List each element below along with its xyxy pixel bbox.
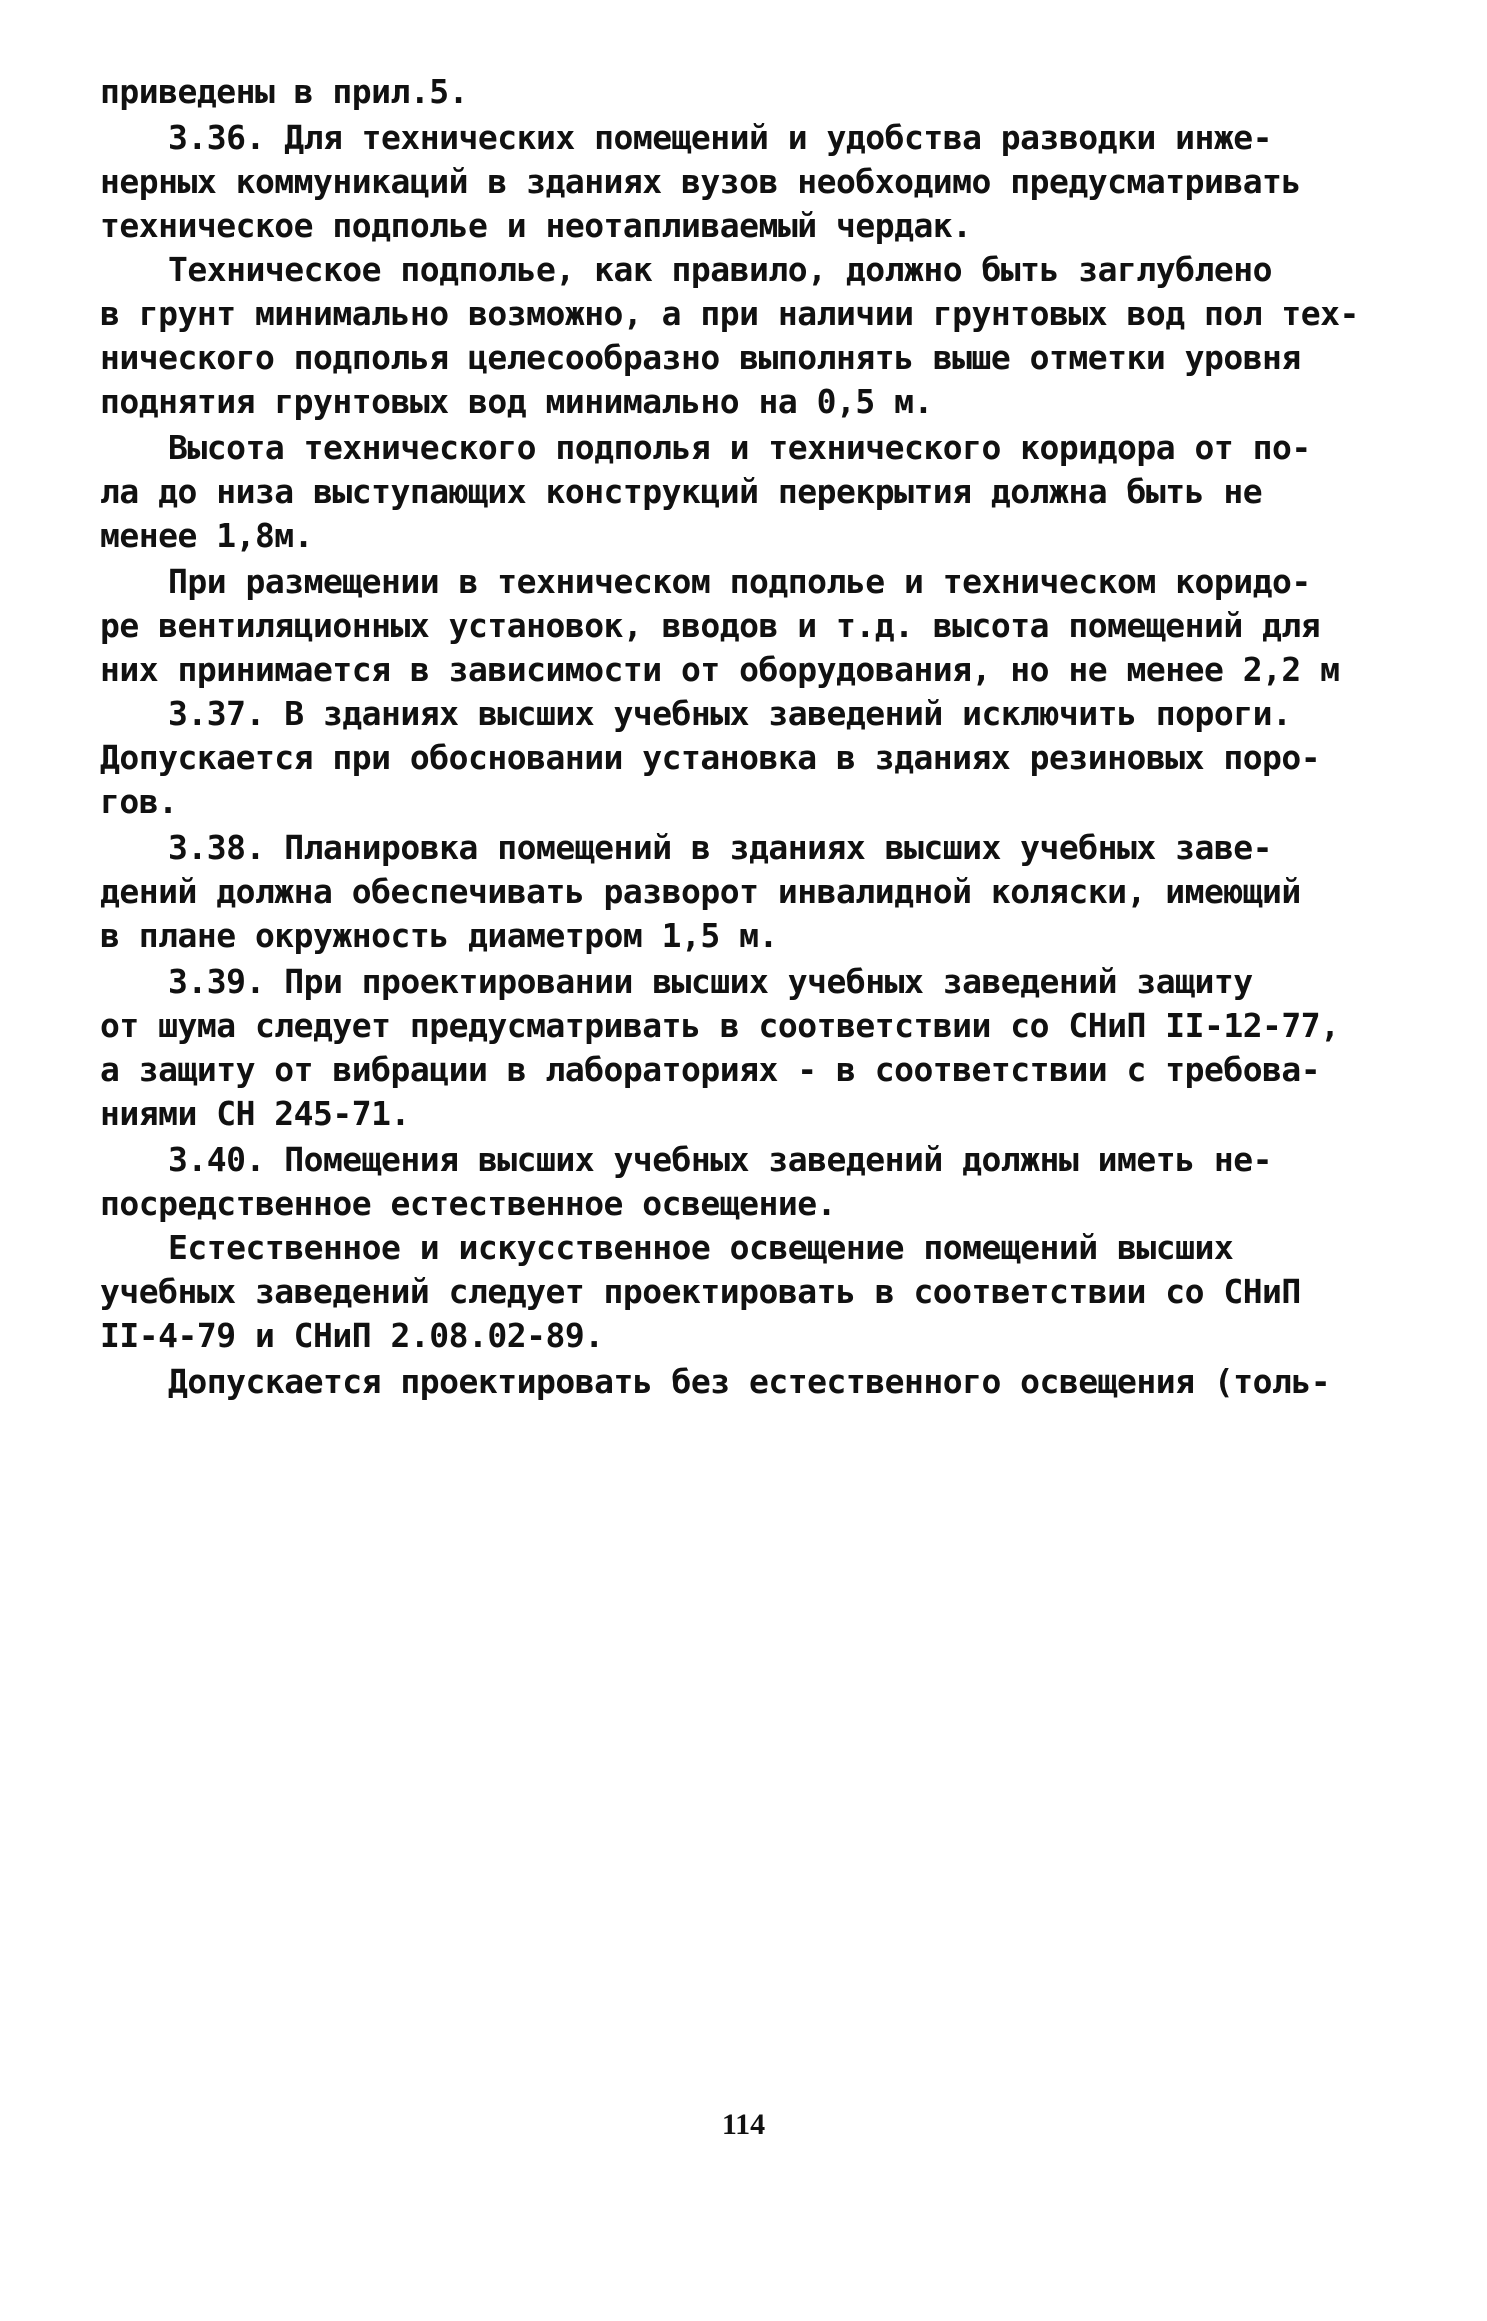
text-line: дений должна обеспечивать разворот инвалидной коляски, имеющий <box>100 872 1301 911</box>
text-line: в грунт минимально возможно, а при наличии грунтовых вод пол тех- <box>100 294 1359 333</box>
text-line: приведены в прил.5. <box>100 72 468 111</box>
text-line: гов. <box>100 782 178 821</box>
text-line: 3.40. Помещения высших учебных заведений должны иметь не- <box>168 1140 1272 1179</box>
text-line: в плане окружность диаметром 1,5 м. <box>100 916 778 955</box>
text-line: ла до низа выступающих конструкций перекрытия должна быть не <box>100 472 1263 511</box>
text-line: II-4-79 и СНиП 2.08.02-89. <box>100 1316 604 1355</box>
text-line: 3.36. Для технических помещений и удобства разводки инже- <box>168 118 1272 157</box>
text-line: поднятия грунтовых вод минимально на 0,5 м. <box>100 382 933 421</box>
text-line: 3.39. При проектировании высших учебных заведений защиту <box>168 962 1253 1001</box>
text-line: учебных заведений следует проектировать в соответствии со СНиП <box>100 1272 1301 1311</box>
text-line: техническое подполье и неотапливаемый чердак. <box>100 206 972 245</box>
text-line: ре вентиляционных установок, вводов и т.д. высота помещений для <box>100 606 1321 645</box>
text-line: менее 1,8м. <box>100 516 314 555</box>
text-line: При размещении в техническом подполье и техническом коридо- <box>168 562 1311 601</box>
page-number: 114 <box>721 2108 766 2141</box>
text-line: Допускается проектировать без естественного освещения (толь- <box>168 1362 1331 1401</box>
text-line: Допускается при обосновании установка в зданиях резиновых поро- <box>100 738 1321 777</box>
text-line: нического подполья целесообразно выполнять выше отметки уровня <box>100 338 1301 377</box>
text-line: 3.38. Планировка помещений в зданиях высших учебных заве- <box>168 828 1272 867</box>
text-line: Естественное и искусственное освещение помещений высших <box>168 1228 1234 1267</box>
text-line: посредственное естественное освещение. <box>100 1184 836 1223</box>
text-line: 3.37. В зданиях высших учебных заведений исключить пороги. <box>168 694 1292 733</box>
text-line: них принимается в зависимости от оборудования, но не менее 2,2 м <box>100 650 1340 689</box>
text-line: Техническое подполье, как правило, должно быть заглублено <box>168 250 1272 289</box>
text-line: а защиту от вибрации в лабораториях - в соответствии с требова- <box>100 1050 1321 1089</box>
text-line: ниями СН 245-71. <box>100 1094 410 1133</box>
text-line: Высота технического подполья и технического коридора от по- <box>168 428 1311 467</box>
text-line: от шума следует предусматривать в соответствии со СНиП II-12-77, <box>100 1006 1340 1045</box>
text-line: нерных коммуникаций в зданиях вузов необходимо предусматривать <box>100 162 1301 201</box>
